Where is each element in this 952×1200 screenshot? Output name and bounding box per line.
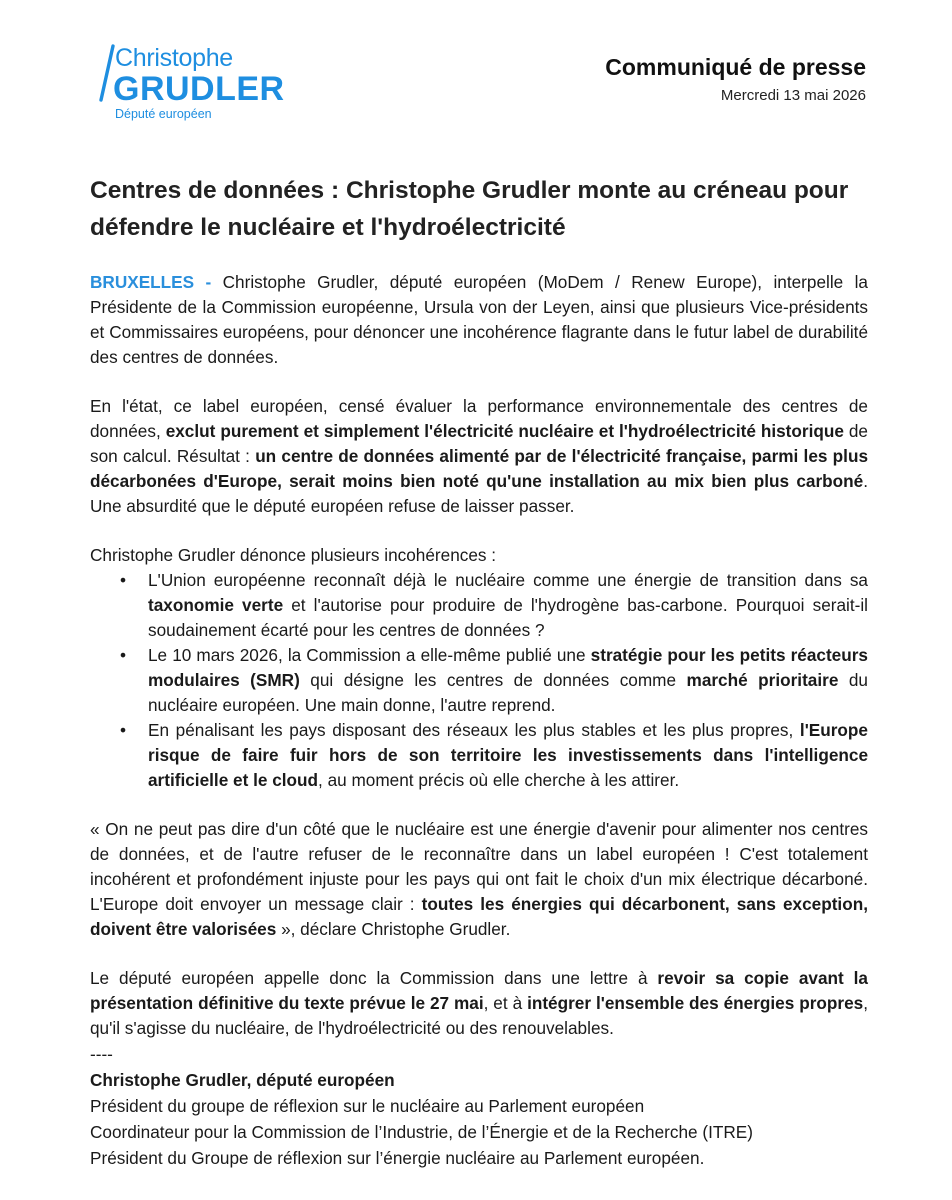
signature-name — [90, 1067, 868, 1093]
text-run: , qu'il s'agisse du nucléaire, de l'hydroélectricité ou des renouvelables. — [90, 993, 868, 1038]
doc-type: Communiqué de presse — [605, 54, 866, 80]
bold-run: toutes les énergies qui décarbonent, sans exception, doivent être valorisées — [90, 894, 868, 939]
text-run: En pénalisant les pays disposant des réseaux les plus stables et les plus propres, — [148, 720, 800, 740]
text-run: de son calcul. Résultat : — [90, 421, 868, 466]
text-run: . Une absurdité que le député européen refuse de laisser passer. — [90, 471, 868, 516]
bold-run: exclut purement et simplement l'électricité nucléaire et l'hydroélectricité historique — [165, 421, 844, 441]
signature-name-text: Christophe Grudler, député européen — [90, 1070, 395, 1090]
signature-separator: ---- — [90, 1044, 113, 1064]
dateline-city: BRUXELLES - — [90, 272, 223, 292]
text-run: », déclare Christophe Grudler. — [276, 919, 511, 939]
text-run: , au moment précis où elle cherche à les attirer. — [318, 770, 680, 790]
bold-run: marché prioritaire — [686, 670, 839, 690]
signature-line: Président du Groupe de réflexion sur l’énergie nucléaire au Parlement européen. — [90, 1148, 705, 1168]
logo-last-name: GRUDLER — [113, 70, 285, 108]
bullet-icon: • — [120, 720, 127, 740]
list-item — [120, 568, 868, 643]
bold-run: l'Europe risque de faire fuir hors de son territoire les investissements dans l'intelligence artificielle et le cloud — [148, 720, 868, 790]
text-run: qui désigne les centres de données comme — [299, 670, 687, 690]
paragraph-list-intro: Christophe Grudler dénonce plusieurs incohérences : — [90, 545, 497, 565]
text-run: En l'état, ce label européen, censé évaluer la performance environnementale des centres de données, — [90, 396, 868, 441]
paragraph-label — [90, 394, 868, 519]
paragraph-text: Christophe Grudler, député européen (MoDem / Renew Europe), interpelle la Présidente de la Commission européenne, Ursula von der Leyen, ainsi que plusieurs Vice-présidents et Commissaires européens, pour dénoncer une incohérence flagrante dans le futur label de durabilité des centres de données. — [90, 272, 868, 367]
paragraph-intro — [90, 270, 868, 370]
signature-block — [90, 1041, 868, 1171]
list-item — [120, 643, 868, 718]
bold-run: stratégie pour les petits réacteurs modulaires (SMR) — [148, 645, 868, 690]
text-run: L'Union européenne reconnaît déjà le nucléaire comme une énergie de transition dans sa — [148, 570, 868, 590]
text-run: et l'autorise pour produire de l'hydrogène bas-carbone. Pourquoi serait-il soudainement écarté pour les centres de données ? — [148, 595, 868, 640]
doc-date: Mercredi 13 mai 2026 — [720, 87, 866, 104]
list-item — [120, 718, 868, 793]
bullet-icon: • — [120, 570, 127, 590]
press-header — [605, 54, 866, 104]
paragraph-call — [90, 966, 868, 1041]
bold-run: taxonomie verte — [148, 595, 284, 615]
logo-first-name: Christophe — [115, 44, 233, 72]
text-run: du nucléaire européen. Une main donne, l'autre reprend. — [148, 670, 868, 715]
text-run: Le député européen appelle donc la Commission dans une lettre à — [90, 968, 658, 988]
body-text — [90, 270, 868, 1171]
bullet-icon: • — [120, 645, 127, 665]
bold-run: intégrer l'ensemble des énergies propres — [527, 993, 864, 1013]
text-run: « On ne peut pas dire d'un côté que le nucléaire est une énergie d'avenir pour alimenter nos centres de données, et de l'autre refuser de le reconnaître dans un label européen ! C'est totalement incohérent et profondément injuste pour les pays qui ont fait le choix d'un mix électrique décarboné. L'Europe doit envoyer un message clair : — [90, 819, 868, 914]
logo-subtitle: Député européen — [115, 107, 212, 121]
signature-line: Président du groupe de réflexion sur le nucléaire au Parlement européen — [90, 1096, 645, 1116]
text-run: , et à — [483, 993, 528, 1013]
bold-run: revoir sa copie avant la présentation définitive du texte prévue le 27 mai — [90, 968, 868, 1013]
text-run: Le 10 mars 2026, la Commission a elle-même publié une — [148, 645, 591, 665]
headline: Centres de données : Christophe Grudler monte au créneau pour défendre le nucléaire et l'hydroélectricité — [90, 177, 849, 241]
logo — [96, 44, 296, 124]
signature-line: Coordinateur pour la Commission de l’Industrie, de l’Énergie et de la Recherche (ITRE) — [90, 1122, 753, 1142]
incoherence-list — [90, 568, 868, 793]
bold-run: un centre de données alimenté par de l'électricité française, parmi les plus décarbonées d'Europe, serait moins bien noté qu'une installation au mix bien plus carboné — [90, 446, 868, 491]
paragraph-quote — [90, 817, 868, 942]
